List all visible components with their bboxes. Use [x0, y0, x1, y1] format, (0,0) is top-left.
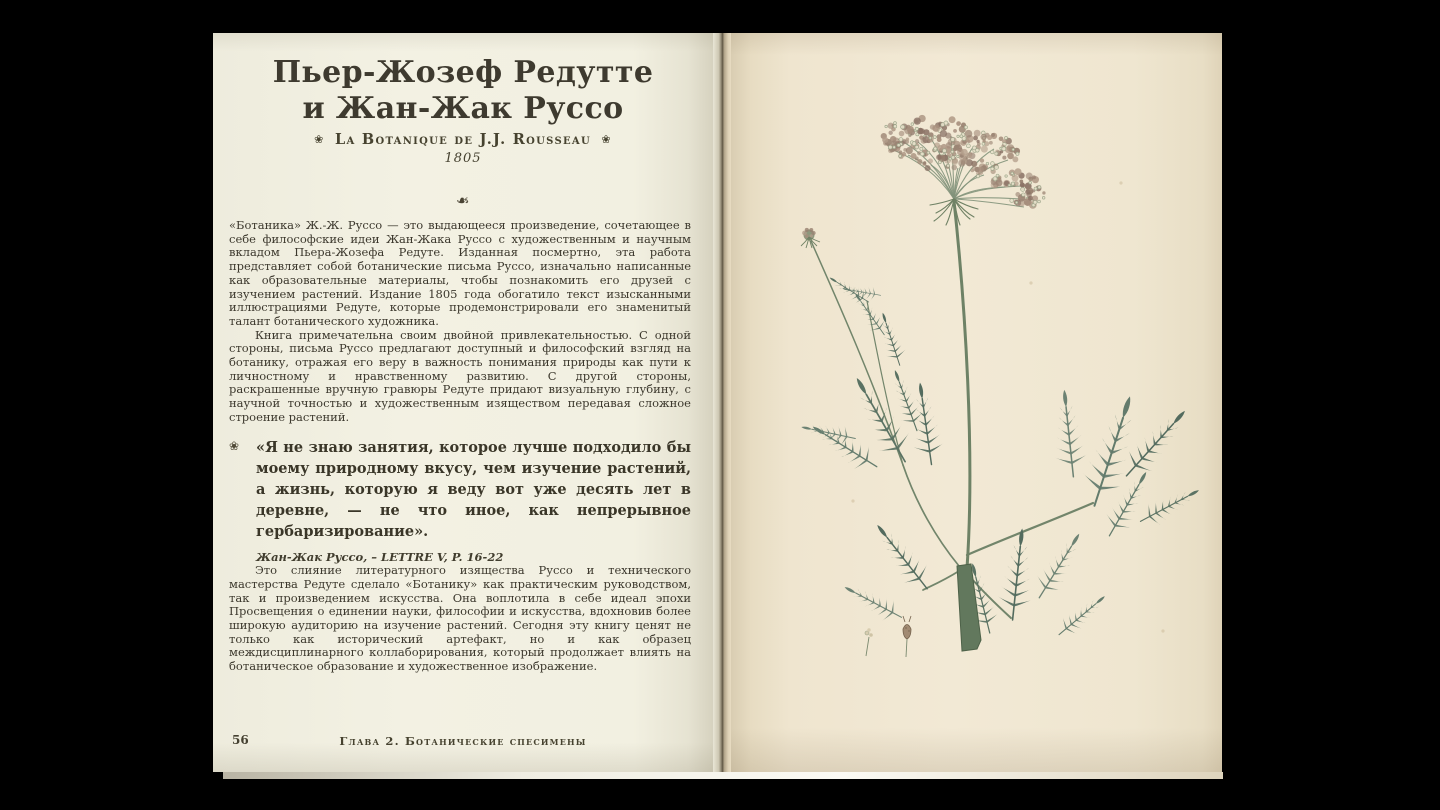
title-line-1: Пьер-Жозеф Редутте [272, 55, 654, 90]
right-page-plate [731, 33, 1222, 772]
flower-ornament-icon: ❀ [229, 438, 240, 453]
quote-text: «Я не знаю занятия, которое лучше подходило бы моему природному вкусу, чем изучение растений, а жизнь, которую я веду вот уже десять лет в деревне, — не что иное, как непрерывное гербаризирование». [256, 438, 691, 540]
subtitle [213, 131, 713, 148]
paragraph: Это слияние литературного изящества Руссо и технического мастерства Редуте сделало «Ботанику» как практическим руководством, так и произведением искусства. Она воплотила в себе идеал эпохи Просвещения о единении науки, философии и искусства, вдохновив более широкую аудиторию на изучение растений. Сегодня эту книгу ценят не только как исторический артефакт, но и как образец междисциплинарного коллаборирования, который продолжает влиять на ботаническое образование и художественное изображение. [229, 563, 691, 674]
page-number: 56 [232, 733, 249, 747]
page-footer [213, 733, 713, 753]
paragraph: Книга примечательна своим двойной привлекательностью. С одной стороны, письма Руссо предлагают доступный и философский взгляд на ботанику, отражая его веру в важность понимания природы как пути к личностному и нравственному развитию. С другой стороны, раскрашенные вручную гравюры Редуте придают визуальную глубину, с научной точностью и художественным изяществом передавая сложное строение растений. [229, 327, 691, 424]
running-footer-chapter: Глава 2. Ботанические спесимены [339, 734, 587, 748]
page-edges [223, 772, 1223, 779]
book-spread [213, 33, 1222, 772]
edition-year: 1805 [444, 151, 482, 166]
title-line-2: и Жан-Жак Руссо [302, 91, 624, 126]
page-title [213, 55, 713, 127]
wild-carrot-botanical-illustration-icon [731, 33, 1222, 772]
title-block [213, 55, 713, 166]
flower-ornament-icon: ❀ [601, 133, 612, 146]
section-divider [213, 191, 713, 210]
left-page [213, 33, 713, 772]
book-gutter [713, 33, 731, 772]
subtitle-text: La Botanique de J.J. Rousseau [334, 131, 591, 148]
body-text [229, 219, 691, 674]
pull-quote [229, 437, 691, 565]
flower-ornament-icon: ❀ [314, 133, 325, 146]
quote-attribution: Жан-Жак Руссо, – LETTRE V, P. 16-22 [256, 549, 504, 564]
paragraph: «Ботаника» Ж.-Ж. Руссо — это выдающееся произведение, сочетающее в себе философские идеи Жан-Жака Руссо с художественным и научным вкладом Пьера-Жозефа Редуте. Изданная посмертно, эта работа представляет собой ботанические письма Руссо, изначально написанные как образовательные материалы, чтобы познакомить его друзей с изучением растений. Издание 1805 года обогатило текст изысканными иллюстрациями Редуте, которые продемонстрировали его знаменитый талант ботанического художника. [229, 218, 691, 328]
fleuron-ornament-icon: ❧ [456, 191, 470, 210]
